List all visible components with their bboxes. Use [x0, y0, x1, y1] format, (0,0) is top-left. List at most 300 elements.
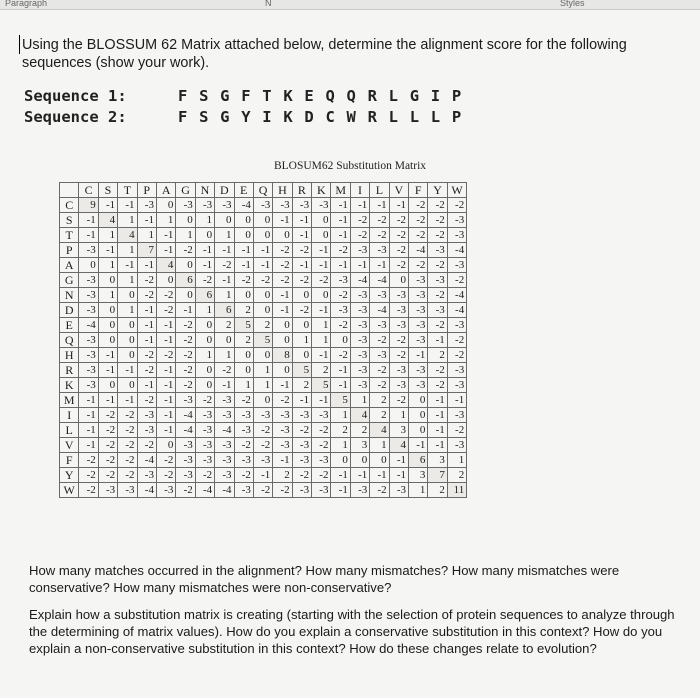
matrix-cell-r-c: -3 — [79, 363, 98, 378]
matrix-cell-k-n: 0 — [195, 378, 214, 393]
matrix-cell-t-m: -1 — [331, 228, 350, 243]
matrix-cell-g-a: 0 — [156, 273, 175, 288]
matrix-cell-w-d: -4 — [215, 483, 234, 498]
matrix-cell-w-y: 2 — [428, 483, 447, 498]
matrix-cell-g-q: -2 — [253, 273, 272, 288]
matrix-cell-v-t: -2 — [118, 438, 137, 453]
matrix-cell-l-a: -1 — [156, 423, 175, 438]
matrix-cell-s-d: 0 — [215, 213, 234, 228]
matrix-cell-q-q: 5 — [253, 333, 272, 348]
matrix-cell-k-g: -2 — [176, 378, 195, 393]
matrix-cell-n-r: 0 — [292, 288, 311, 303]
followup-questions — [29, 562, 679, 667]
matrix-cell-v-a: 0 — [156, 438, 175, 453]
matrix-cell-s-g: 0 — [176, 213, 195, 228]
matrix-cell-e-h: 0 — [273, 318, 292, 333]
sequence-1-row — [24, 86, 462, 107]
matrix-cell-m-y: -1 — [428, 393, 447, 408]
matrix-cell-k-s: 0 — [98, 378, 117, 393]
matrix-cell-h-g: -2 — [176, 348, 195, 363]
col-header-y: Y — [428, 183, 447, 198]
matrix-cell-t-d: 1 — [215, 228, 234, 243]
matrix-cell-q-r: 1 — [292, 333, 311, 348]
matrix-cell-m-e: -2 — [234, 393, 253, 408]
matrix-cell-v-m: 1 — [331, 438, 350, 453]
matrix-cell-y-h: 2 — [273, 468, 292, 483]
matrix-cell-w-i: -3 — [350, 483, 369, 498]
matrix-cell-c-e: -4 — [234, 198, 253, 213]
matrix-cell-q-a: -1 — [156, 333, 175, 348]
matrix-cell-k-l: -2 — [370, 378, 389, 393]
matrix-cell-q-l: -2 — [370, 333, 389, 348]
col-header-k: K — [312, 183, 331, 198]
matrix-cell-m-k: -1 — [312, 393, 331, 408]
matrix-cell-f-e: -3 — [234, 453, 253, 468]
matrix-cell-e-a: -1 — [156, 318, 175, 333]
matrix-cell-m-f: 0 — [409, 393, 428, 408]
col-header-a: A — [156, 183, 175, 198]
matrix-cell-q-h: 0 — [273, 333, 292, 348]
matrix-row-e — [60, 318, 467, 333]
matrix-cell-n-k: 0 — [312, 288, 331, 303]
matrix-row-m — [60, 393, 467, 408]
matrix-cell-y-a: -2 — [156, 468, 175, 483]
matrix-cell-e-e: 5 — [234, 318, 253, 333]
matrix-cell-f-a: -2 — [156, 453, 175, 468]
col-header-h: H — [273, 183, 292, 198]
matrix-cell-y-v: -1 — [389, 468, 408, 483]
matrix-row-l — [60, 423, 467, 438]
matrix-cell-c-w: -2 — [447, 198, 466, 213]
matrix-cell-d-w: -4 — [447, 303, 466, 318]
matrix-cell-g-v: 0 — [389, 273, 408, 288]
matrix-cell-q-v: -2 — [389, 333, 408, 348]
matrix-cell-a-c: 0 — [79, 258, 98, 273]
col-header-c: C — [79, 183, 98, 198]
matrix-cell-i-s: -2 — [98, 408, 117, 423]
matrix-row-t — [60, 228, 467, 243]
matrix-cell-n-y: -2 — [428, 288, 447, 303]
matrix-cell-s-w: -3 — [447, 213, 466, 228]
matrix-cell-l-k: -2 — [312, 423, 331, 438]
matrix-cell-q-w: -2 — [447, 333, 466, 348]
followup-question-2: Explain how a substitution matrix is creating (starting with the selection of protein sequences to analyze through the determining of matrix values). How do you explain a conservative substitution in this context? How do you explain a non-conservative substitution in this context? How do these changes relate to evolution? — [29, 607, 675, 656]
matrix-cell-i-a: -1 — [156, 408, 175, 423]
matrix-cell-v-r: -3 — [292, 438, 311, 453]
matrix-cell-h-k: -1 — [312, 348, 331, 363]
matrix-cell-m-t: -1 — [118, 393, 137, 408]
matrix-cell-p-a: -1 — [156, 243, 175, 258]
matrix-cell-h-f: -1 — [409, 348, 428, 363]
matrix-cell-r-i: -3 — [350, 363, 369, 378]
matrix-cell-v-e: -2 — [234, 438, 253, 453]
matrix-cell-l-h: -3 — [273, 423, 292, 438]
matrix-cell-n-p: -2 — [137, 288, 156, 303]
col-header-r: R — [292, 183, 311, 198]
matrix-cell-s-f: -2 — [409, 213, 428, 228]
matrix-cell-p-i: -3 — [350, 243, 369, 258]
matrix-cell-a-q: -1 — [253, 258, 272, 273]
matrix-cell-i-g: -4 — [176, 408, 195, 423]
matrix-cell-s-p: -1 — [137, 213, 156, 228]
matrix-cell-h-h: 8 — [273, 348, 292, 363]
matrix-cell-p-h: -2 — [273, 243, 292, 258]
matrix-cell-w-p: -4 — [137, 483, 156, 498]
matrix-cell-r-t: -1 — [118, 363, 137, 378]
matrix-cell-p-q: -1 — [253, 243, 272, 258]
matrix-cell-g-r: -2 — [292, 273, 311, 288]
matrix-cell-n-s: 1 — [98, 288, 117, 303]
matrix-cell-d-p: -1 — [137, 303, 156, 318]
row-header-f: F — [60, 453, 79, 468]
matrix-cell-m-l: 2 — [370, 393, 389, 408]
matrix-cell-i-y: -1 — [428, 408, 447, 423]
matrix-cell-f-g: -3 — [176, 453, 195, 468]
matrix-cell-e-v: -3 — [389, 318, 408, 333]
matrix-cell-l-i: 2 — [350, 423, 369, 438]
document-page[interactable] — [0, 10, 700, 698]
matrix-cell-a-i: -1 — [350, 258, 369, 273]
matrix-cell-t-v: -2 — [389, 228, 408, 243]
col-header-p: P — [137, 183, 156, 198]
matrix-cell-g-g: 6 — [176, 273, 195, 288]
matrix-cell-w-r: -3 — [292, 483, 311, 498]
matrix-cell-y-g: -3 — [176, 468, 195, 483]
matrix-cell-a-a: 4 — [156, 258, 175, 273]
matrix-cell-c-p: -3 — [137, 198, 156, 213]
matrix-cell-t-l: -2 — [370, 228, 389, 243]
matrix-cell-k-h: -1 — [273, 378, 292, 393]
matrix-table — [59, 182, 467, 498]
matrix-cell-l-q: -2 — [253, 423, 272, 438]
matrix-cell-w-w: 11 — [447, 483, 466, 498]
matrix-cell-q-d: 0 — [215, 333, 234, 348]
matrix-cell-w-s: -3 — [98, 483, 117, 498]
matrix-cell-h-i: -3 — [350, 348, 369, 363]
matrix-cell-a-k: -1 — [312, 258, 331, 273]
matrix-row-v — [60, 438, 467, 453]
matrix-cell-p-r: -2 — [292, 243, 311, 258]
matrix-cell-a-m: -1 — [331, 258, 350, 273]
question-text: Using the BLOSSUM 62 Matrix attached below, determine the alignment score for the following sequences (show your work). — [22, 37, 627, 71]
matrix-cell-m-p: -2 — [137, 393, 156, 408]
col-header-t: T — [118, 183, 137, 198]
matrix-cell-s-n: 1 — [195, 213, 214, 228]
matrix-row-y — [60, 468, 467, 483]
matrix-row-w — [60, 483, 467, 498]
matrix-cell-h-a: -2 — [156, 348, 175, 363]
matrix-cell-f-y: 3 — [428, 453, 447, 468]
row-header-v: V — [60, 438, 79, 453]
matrix-cell-m-d: -3 — [215, 393, 234, 408]
matrix-cell-w-q: -2 — [253, 483, 272, 498]
matrix-cell-s-y: -2 — [428, 213, 447, 228]
matrix-cell-m-h: -2 — [273, 393, 292, 408]
matrix-cell-l-m: 2 — [331, 423, 350, 438]
matrix-cell-w-g: -2 — [176, 483, 195, 498]
matrix-cell-m-a: -1 — [156, 393, 175, 408]
matrix-cell-p-c: -3 — [79, 243, 98, 258]
matrix-cell-f-i: 0 — [350, 453, 369, 468]
matrix-cell-l-w: -2 — [447, 423, 466, 438]
matrix-cell-n-m: -2 — [331, 288, 350, 303]
matrix-cell-l-g: -4 — [176, 423, 195, 438]
matrix-cell-c-m: -1 — [331, 198, 350, 213]
matrix-row-s — [60, 213, 467, 228]
text-cursor — [19, 35, 20, 54]
col-header-i: I — [350, 183, 369, 198]
row-header-e: E — [60, 318, 79, 333]
row-header-d: D — [60, 303, 79, 318]
matrix-cell-v-v: 4 — [389, 438, 408, 453]
matrix-cell-f-t: -2 — [118, 453, 137, 468]
matrix-cell-w-t: -3 — [118, 483, 137, 498]
matrix-cell-i-v: 1 — [389, 408, 408, 423]
matrix-cell-e-f: -3 — [409, 318, 428, 333]
matrix-cell-k-w: -3 — [447, 378, 466, 393]
matrix-cell-w-f: 1 — [409, 483, 428, 498]
matrix-cell-m-q: 0 — [253, 393, 272, 408]
matrix-cell-l-e: -3 — [234, 423, 253, 438]
matrix-cell-f-d: -3 — [215, 453, 234, 468]
matrix-cell-i-p: -3 — [137, 408, 156, 423]
matrix-cell-g-y: -3 — [428, 273, 447, 288]
matrix-row-r — [60, 363, 467, 378]
matrix-cell-y-y: 7 — [428, 468, 447, 483]
matrix-cell-v-l: 1 — [370, 438, 389, 453]
sequence-1-value: F S G F T K E Q Q R L G I P — [178, 87, 463, 105]
row-header-q: Q — [60, 333, 79, 348]
matrix-cell-a-p: -1 — [137, 258, 156, 273]
matrix-cell-t-t: 4 — [118, 228, 137, 243]
matrix-cell-t-q: 0 — [253, 228, 272, 243]
matrix-cell-g-e: -2 — [234, 273, 253, 288]
matrix-cell-f-h: -1 — [273, 453, 292, 468]
matrix-cell-h-q: 0 — [253, 348, 272, 363]
matrix-row-n — [60, 288, 467, 303]
matrix-cell-y-s: -2 — [98, 468, 117, 483]
matrix-cell-n-n: 6 — [195, 288, 214, 303]
matrix-cell-c-c: 9 — [79, 198, 98, 213]
matrix-cell-k-p: -1 — [137, 378, 156, 393]
matrix-cell-n-v: -3 — [389, 288, 408, 303]
matrix-cell-e-w: -3 — [447, 318, 466, 333]
matrix-cell-e-k: 1 — [312, 318, 331, 333]
matrix-cell-i-r: -3 — [292, 408, 311, 423]
matrix-cell-c-n: -3 — [195, 198, 214, 213]
matrix-row-d — [60, 303, 467, 318]
row-header-c: C — [60, 198, 79, 213]
matrix-cell-y-m: -1 — [331, 468, 350, 483]
row-header-k: K — [60, 378, 79, 393]
matrix-cell-v-w: -3 — [447, 438, 466, 453]
matrix-cell-m-s: -1 — [98, 393, 117, 408]
matrix-cell-v-g: -3 — [176, 438, 195, 453]
matrix-cell-c-l: -1 — [370, 198, 389, 213]
matrix-cell-t-i: -2 — [350, 228, 369, 243]
matrix-cell-e-g: -2 — [176, 318, 195, 333]
matrix-cell-r-w: -3 — [447, 363, 466, 378]
matrix-cell-d-f: -3 — [409, 303, 428, 318]
matrix-cell-k-i: -3 — [350, 378, 369, 393]
matrix-cell-r-f: -3 — [409, 363, 428, 378]
matrix-cell-d-t: 1 — [118, 303, 137, 318]
matrix-cell-k-d: -1 — [215, 378, 234, 393]
col-header-g: G — [176, 183, 195, 198]
matrix-cell-l-v: 3 — [389, 423, 408, 438]
matrix-cell-t-r: -1 — [292, 228, 311, 243]
matrix-cell-v-d: -3 — [215, 438, 234, 453]
matrix-row-f — [60, 453, 467, 468]
matrix-cell-y-r: -2 — [292, 468, 311, 483]
matrix-cell-i-d: -3 — [215, 408, 234, 423]
matrix-cell-r-e: 0 — [234, 363, 253, 378]
matrix-cell-w-v: -3 — [389, 483, 408, 498]
col-header-d: D — [215, 183, 234, 198]
matrix-cell-n-w: -4 — [447, 288, 466, 303]
row-header-g: G — [60, 273, 79, 288]
matrix-cell-q-e: 2 — [234, 333, 253, 348]
matrix-cell-n-t: 0 — [118, 288, 137, 303]
matrix-cell-d-e: 2 — [234, 303, 253, 318]
matrix-cell-l-d: -4 — [215, 423, 234, 438]
matrix-cell-n-a: -2 — [156, 288, 175, 303]
matrix-cell-e-s: 0 — [98, 318, 117, 333]
matrix-cell-q-y: -1 — [428, 333, 447, 348]
matrix-cell-s-l: -2 — [370, 213, 389, 228]
matrix-cell-l-s: -2 — [98, 423, 117, 438]
matrix-cell-f-s: -2 — [98, 453, 117, 468]
matrix-cell-d-r: -2 — [292, 303, 311, 318]
matrix-cell-p-e: -1 — [234, 243, 253, 258]
matrix-cell-l-l: 4 — [370, 423, 389, 438]
matrix-cell-c-f: -2 — [409, 198, 428, 213]
matrix-cell-h-e: 0 — [234, 348, 253, 363]
matrix-cell-i-i: 4 — [350, 408, 369, 423]
matrix-cell-s-m: -1 — [331, 213, 350, 228]
matrix-cell-l-p: -3 — [137, 423, 156, 438]
matrix-cell-t-y: -2 — [428, 228, 447, 243]
matrix-cell-r-r: 5 — [292, 363, 311, 378]
matrix-cell-n-d: 1 — [215, 288, 234, 303]
matrix-cell-c-i: -1 — [350, 198, 369, 213]
matrix-cell-w-n: -4 — [195, 483, 214, 498]
matrix-cell-m-g: -3 — [176, 393, 195, 408]
matrix-cell-f-m: 0 — [331, 453, 350, 468]
matrix-cell-m-w: -1 — [447, 393, 466, 408]
matrix-cell-l-f: 0 — [409, 423, 428, 438]
matrix-cell-h-m: -2 — [331, 348, 350, 363]
matrix-cell-l-n: -3 — [195, 423, 214, 438]
matrix-cell-y-t: -2 — [118, 468, 137, 483]
matrix-cell-f-f: 6 — [409, 453, 428, 468]
matrix-cell-c-r: -3 — [292, 198, 311, 213]
matrix-cell-f-v: -1 — [389, 453, 408, 468]
matrix-cell-q-f: -3 — [409, 333, 428, 348]
matrix-cell-y-w: 2 — [447, 468, 466, 483]
matrix-cell-g-s: 0 — [98, 273, 117, 288]
matrix-cell-w-e: -3 — [234, 483, 253, 498]
matrix-cell-i-t: -2 — [118, 408, 137, 423]
matrix-cell-q-m: 0 — [331, 333, 350, 348]
matrix-row-a — [60, 258, 467, 273]
matrix-cell-n-g: 0 — [176, 288, 195, 303]
matrix-cell-a-t: -1 — [118, 258, 137, 273]
matrix-cell-h-l: -3 — [370, 348, 389, 363]
row-header-p: P — [60, 243, 79, 258]
matrix-cell-m-m: 5 — [331, 393, 350, 408]
matrix-cell-a-w: -3 — [447, 258, 466, 273]
matrix-cell-f-r: -3 — [292, 453, 311, 468]
row-header-h: H — [60, 348, 79, 363]
col-header-m: M — [331, 183, 350, 198]
matrix-cell-g-p: -2 — [137, 273, 156, 288]
matrix-cell-d-s: 0 — [98, 303, 117, 318]
matrix-cell-p-t: 1 — [118, 243, 137, 258]
matrix-cell-c-y: -2 — [428, 198, 447, 213]
matrix-cell-d-h: -1 — [273, 303, 292, 318]
matrix-row-k — [60, 378, 467, 393]
matrix-cell-v-s: -2 — [98, 438, 117, 453]
matrix-cell-r-k: 2 — [312, 363, 331, 378]
matrix-cell-p-v: -2 — [389, 243, 408, 258]
matrix-cell-g-c: -3 — [79, 273, 98, 288]
matrix-cell-e-t: 0 — [118, 318, 137, 333]
matrix-cell-d-d: 6 — [215, 303, 234, 318]
matrix-cell-h-p: -2 — [137, 348, 156, 363]
matrix-cell-g-t: 1 — [118, 273, 137, 288]
matrix-cell-e-n: 0 — [195, 318, 214, 333]
matrix-cell-k-c: -3 — [79, 378, 98, 393]
row-header-n: N — [60, 288, 79, 303]
matrix-cell-q-c: -3 — [79, 333, 98, 348]
row-header-a: A — [60, 258, 79, 273]
matrix-cell-c-v: -1 — [389, 198, 408, 213]
matrix-cell-y-p: -3 — [137, 468, 156, 483]
matrix-cell-f-k: -3 — [312, 453, 331, 468]
matrix-cell-i-c: -1 — [79, 408, 98, 423]
matrix-cell-c-s: -1 — [98, 198, 117, 213]
col-header-v: V — [389, 183, 408, 198]
matrix-cell-p-n: -1 — [195, 243, 214, 258]
matrix-cell-l-c: -1 — [79, 423, 98, 438]
matrix-cell-v-i: 3 — [350, 438, 369, 453]
matrix-cell-h-v: -2 — [389, 348, 408, 363]
matrix-cell-a-g: 0 — [176, 258, 195, 273]
matrix-cell-d-a: -2 — [156, 303, 175, 318]
row-header-l: L — [60, 423, 79, 438]
matrix-cell-m-i: 1 — [350, 393, 369, 408]
ribbon-mark: N — [265, 0, 272, 8]
matrix-cell-m-c: -1 — [79, 393, 98, 408]
matrix-cell-a-y: -2 — [428, 258, 447, 273]
matrix-cell-a-s: 1 — [98, 258, 117, 273]
matrix-cell-g-m: -3 — [331, 273, 350, 288]
matrix-row-h — [60, 348, 467, 363]
matrix-cell-y-e: -2 — [234, 468, 253, 483]
matrix-cell-f-p: -4 — [137, 453, 156, 468]
matrix-cell-y-f: 3 — [409, 468, 428, 483]
col-header-e: E — [234, 183, 253, 198]
matrix-cell-e-c: -4 — [79, 318, 98, 333]
matrix-cell-d-q: 0 — [253, 303, 272, 318]
matrix-cell-g-h: -2 — [273, 273, 292, 288]
matrix-cell-c-a: 0 — [156, 198, 175, 213]
matrix-cell-y-q: -1 — [253, 468, 272, 483]
row-header-r: R — [60, 363, 79, 378]
matrix-cell-i-q: -3 — [253, 408, 272, 423]
matrix-cell-m-v: -2 — [389, 393, 408, 408]
